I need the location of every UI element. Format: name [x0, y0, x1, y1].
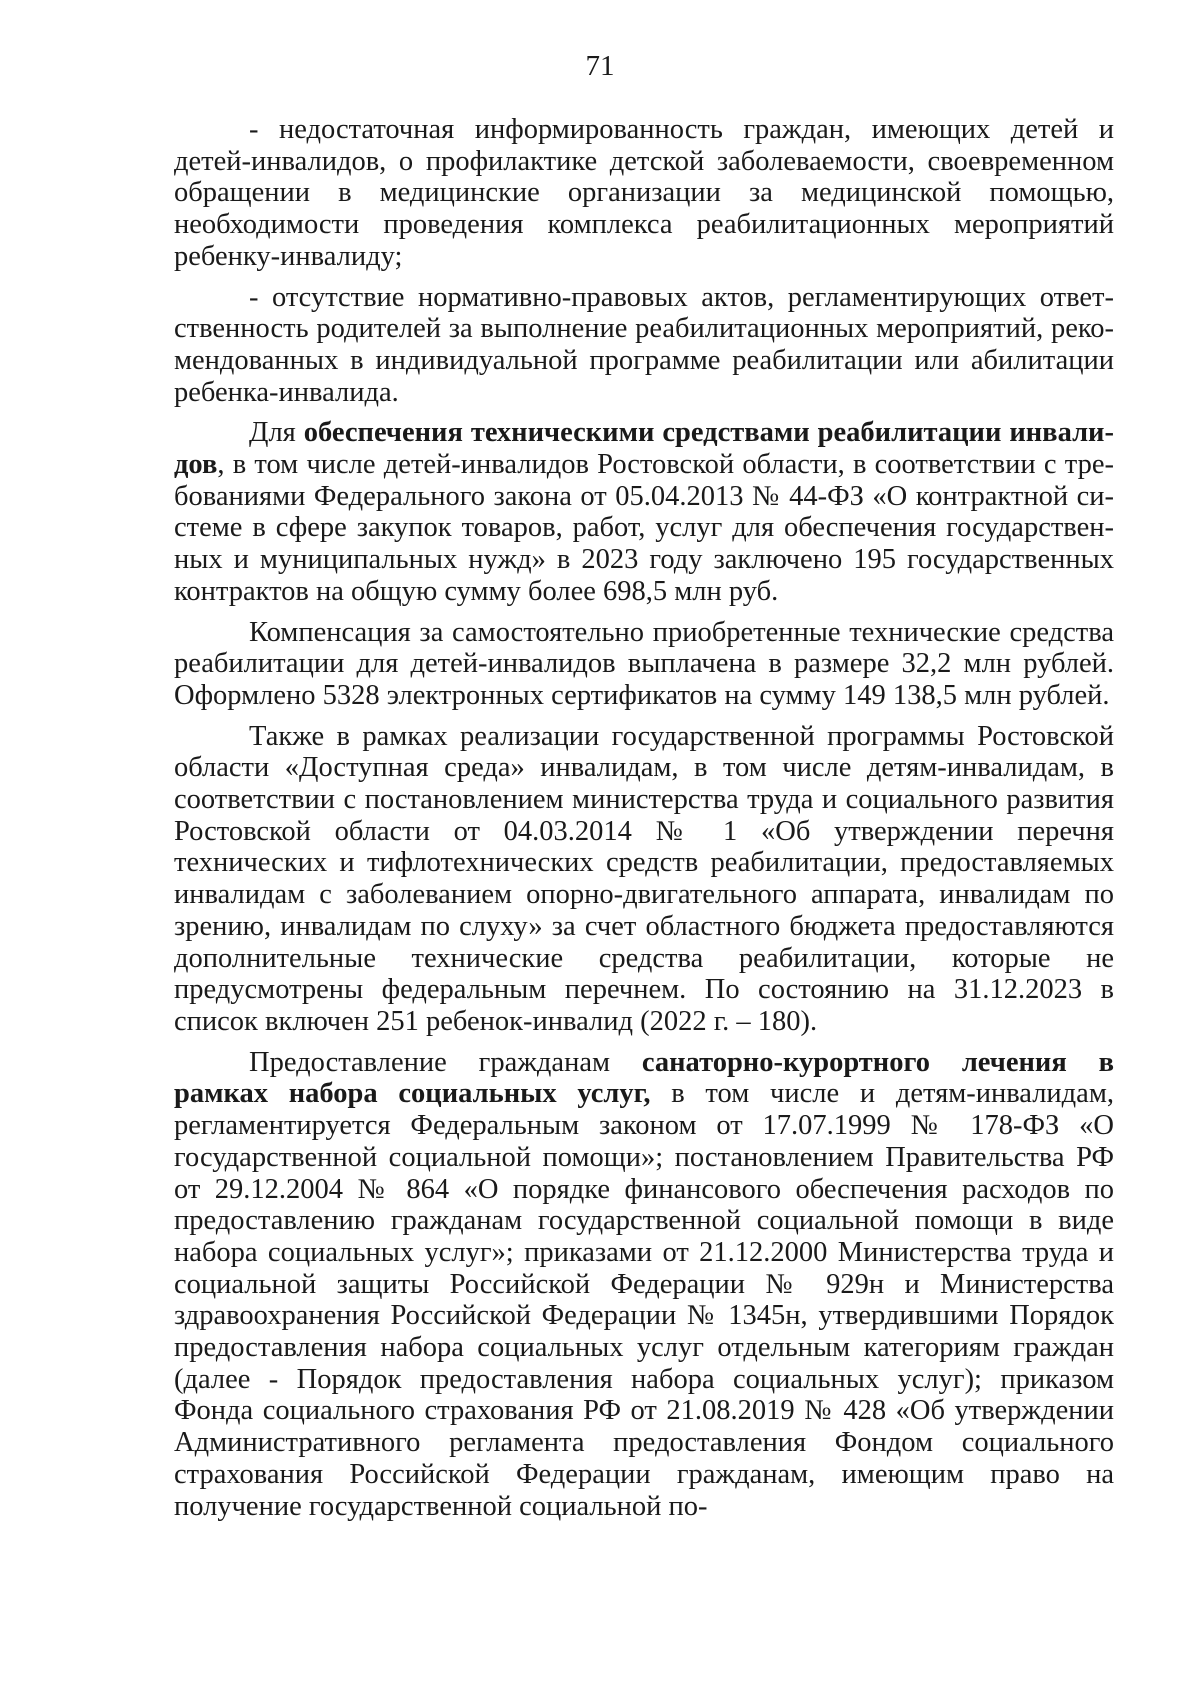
- paragraph-text: - недостаточная информированность граждан, имеющих детей и детей-инвалидов, о профилактике детской заболеваемости, своевременном обращении в медицинские организации за медицинской помощью, необходимости проведения комплекса реабилитационных мероприятий ребенку-инвалиду;: [174, 114, 1114, 272]
- paragraph-legal-gap: [174, 282, 1114, 409]
- paragraph-text: Также в рамках реализации государственной программы Ростовской области «Доступная среда» инвалидам, в том числе детям-инвалидам, в соответствии с постановлением министерства труда и социального развития Ростовской области от 04.03.2014 № 1 «Об утверждении перечня технических и тифлотехнических средств реабилитации, предоставляемых инвалидам с заболеванием опорно-двигательного аппарата, инвалидам по зрению, инвалидам по слуху» за счет областного бюджета предоставляются дополнительные технические средства реабилитации, которые не предусмотрены федеральным перечнем. По состоянию на 31.12.2023 в список включен 251 ребенок-инвалид (2022 г. – 180).: [174, 720, 1114, 1037]
- paragraph-info-gap: [174, 114, 1114, 273]
- paragraph-text: Для: [249, 417, 304, 449]
- paragraph-text: Компенсация за самостоятельно приобретенные технические средства реабилитации для детей-инвалидов выплачена в размере 32,2 млн рублей. Оформлено 5328 электронных сертификатов на сумму 149 138,5 млн рублей.: [174, 616, 1114, 711]
- paragraph-accessible-environment: [174, 721, 1114, 1038]
- paragraph-compensation: [174, 617, 1114, 712]
- page-number: 71: [585, 50, 615, 82]
- bold-phrase: санаторно-курортного лечения в рамках набора социальных услуг,: [174, 1046, 1114, 1110]
- paragraph-sanatorium-treatment: [174, 1047, 1114, 1523]
- paragraph-text: Предоставление гражданам: [249, 1046, 642, 1078]
- paragraph-technical-aids: [174, 417, 1114, 607]
- bold-phrase: обеспечения техническими средствами реабилитации инвалидов: [174, 417, 1114, 481]
- paragraph-text: - отсутствие нормативно-правовых актов, регламентирующих ответственность родителей за выполнение реабилитационных мероприятий, рекомендованных в индивидуальной программе реабилитации или абилитации ребенка-инвалида.: [174, 281, 1114, 408]
- document-body: [174, 114, 1114, 1531]
- paragraph-text: , в том числе детей-инвалидов Ростовской области, в соответствии с требованиями Федерального закона от 05.04.2013 № 44-ФЗ «О контрактной системе в сфере закупок товаров, работ, услуг для обеспечения государственных и муниципальных нужд» в 2023 году заключено 195 государственных контрактов на общую сумму более 698,5 млн руб.: [174, 449, 1114, 607]
- paragraph-text: в том числе и детям-инвалидам, регламентируется Федеральным законом от 17.07.1999 № 178-ФЗ «О государственной социальной помощи»; постановлением Правительства РФ от 29.12.2004 № 864 «О порядке финансового обеспечения расходов по предоставлению гражданам государственной социальной помощи в виде набора социальных услуг»; приказами от 21.12.2000 Министерства труда и социальной защиты Российской Федерации № 929н и Министерства здравоохранения Российской Федерации № 1345н, утвердившими Порядок предоставления набора социальных услуг отдельным категориям граждан (далее - Порядок предоставления набора социальных услуг); приказом Фонда социального страхования РФ от 21.08.2019 № 428 «Об утверждении Административного регламента предоставления Фондом социального страхования Российской Федерации гражданам, имеющим право на получение государственной социальной по-: [174, 1078, 1114, 1522]
